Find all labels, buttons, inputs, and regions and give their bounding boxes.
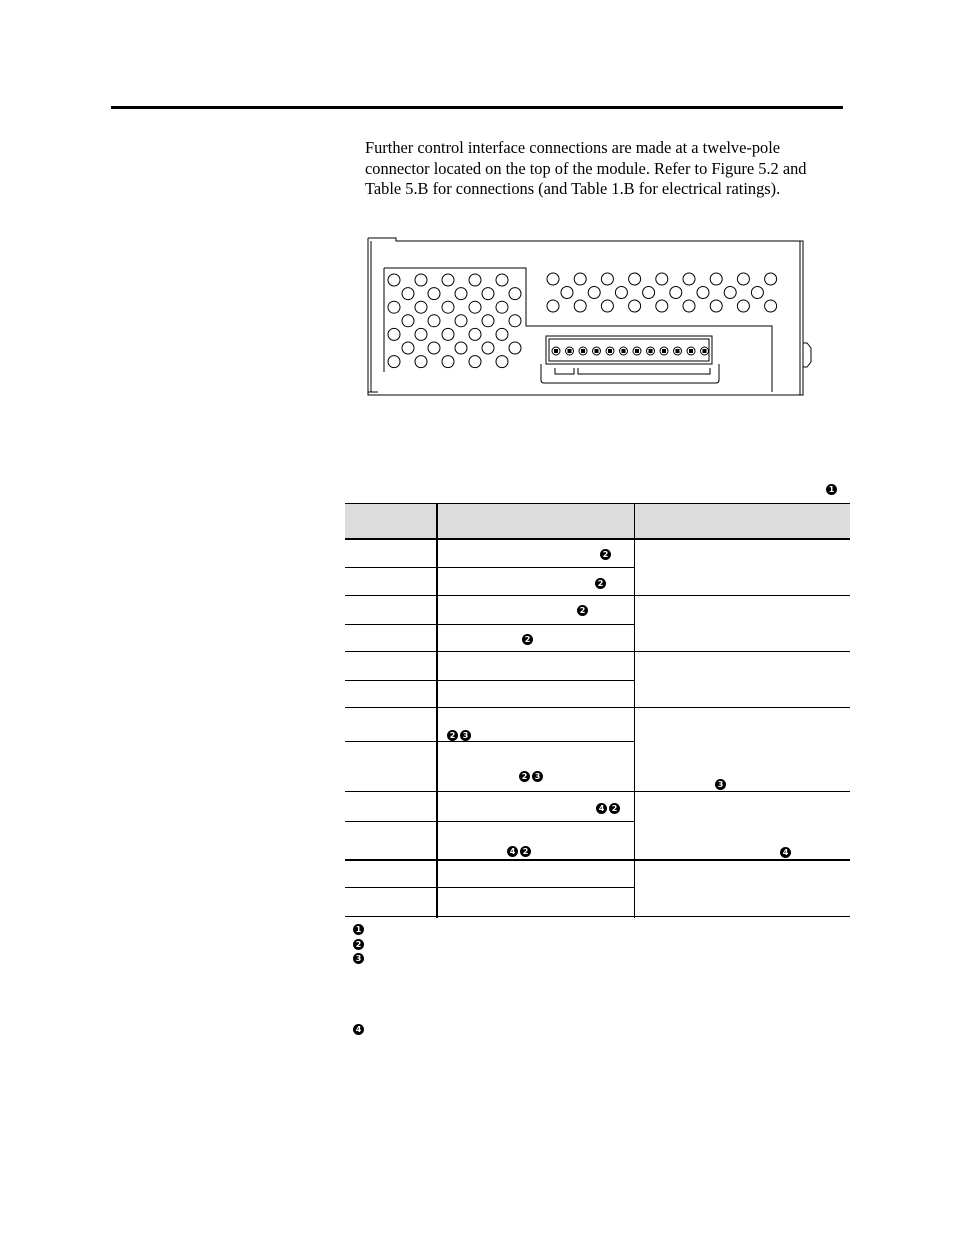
vent-holes-right bbox=[547, 273, 777, 312]
vent-hole bbox=[442, 274, 454, 286]
connection-table bbox=[345, 503, 850, 918]
terminal-6 bbox=[620, 347, 628, 355]
connector-terminals bbox=[552, 347, 709, 355]
vent-hole bbox=[509, 315, 521, 327]
terminal-5 bbox=[606, 347, 614, 355]
vent-hole bbox=[615, 287, 627, 299]
vent-hole bbox=[442, 301, 454, 313]
header-rule bbox=[111, 106, 843, 109]
row-4-marks: 2 bbox=[522, 630, 533, 648]
vent-hole bbox=[656, 300, 668, 312]
side-tab bbox=[803, 343, 811, 367]
row-2-marks: 2 bbox=[595, 574, 606, 592]
terminal-3 bbox=[579, 347, 587, 355]
vent-hole bbox=[496, 301, 508, 313]
vent-hole bbox=[415, 356, 427, 368]
vent-hole bbox=[496, 274, 508, 286]
terminal-10 bbox=[674, 347, 682, 355]
vent-hole bbox=[683, 300, 695, 312]
vent-hole bbox=[601, 300, 613, 312]
vent-hole bbox=[482, 288, 494, 300]
footnote-4-marker: 4 bbox=[353, 1020, 364, 1038]
vent-hole bbox=[765, 300, 777, 312]
terminal-2 bbox=[566, 347, 574, 355]
terminal-1 bbox=[552, 347, 560, 355]
row-10-marks: 4 2 bbox=[507, 842, 531, 860]
vent-hole bbox=[496, 356, 508, 368]
vent-hole bbox=[751, 287, 763, 299]
vent-hole bbox=[469, 328, 481, 340]
vent-hole bbox=[469, 274, 481, 286]
vent-hole bbox=[509, 342, 521, 354]
group-4-mark: 3 bbox=[715, 775, 726, 793]
vent-hole bbox=[415, 274, 427, 286]
vent-hole bbox=[442, 328, 454, 340]
terminal-9 bbox=[660, 347, 668, 355]
terminal-7 bbox=[633, 347, 641, 355]
vent-hole bbox=[724, 287, 736, 299]
vent-hole bbox=[388, 328, 400, 340]
vent-hole bbox=[629, 300, 641, 312]
vent-hole bbox=[428, 342, 440, 354]
vent-hole bbox=[737, 273, 749, 285]
vent-hole bbox=[482, 342, 494, 354]
vent-hole bbox=[710, 300, 722, 312]
vent-hole bbox=[482, 315, 494, 327]
intro-line-2: connector located on the top of the module. Refer to Figure 5.2 and bbox=[365, 158, 807, 178]
vent-hole bbox=[388, 356, 400, 368]
module-top-view-figure bbox=[362, 232, 822, 402]
vent-hole bbox=[496, 328, 508, 340]
row-8-marks: 2 3 bbox=[519, 767, 543, 785]
intro-line-3: Table 5.B for connections (and Table 1.B for electrical ratings). bbox=[365, 179, 781, 198]
vent-hole bbox=[469, 356, 481, 368]
vent-hole bbox=[388, 301, 400, 313]
vent-holes-left bbox=[388, 274, 521, 368]
vent-hole bbox=[442, 356, 454, 368]
vent-hole bbox=[415, 301, 427, 313]
vent-hole bbox=[428, 288, 440, 300]
vent-hole bbox=[737, 300, 749, 312]
vent-hole bbox=[402, 288, 414, 300]
table-header-note bbox=[826, 480, 837, 498]
group-5-mark: 4 bbox=[780, 843, 791, 861]
vent-hole bbox=[643, 287, 655, 299]
intro-line-1: Further control interface connections are made at a twelve-pole bbox=[365, 138, 781, 157]
footnote-1-marker: 1 bbox=[353, 920, 364, 938]
row-7-marks: 2 3 bbox=[447, 726, 471, 744]
vent-hole bbox=[428, 315, 440, 327]
vent-hole bbox=[455, 315, 467, 327]
row-9-marks: 4 2 bbox=[596, 799, 620, 817]
vent-hole bbox=[402, 342, 414, 354]
table-header-row bbox=[345, 503, 850, 538]
vent-hole bbox=[415, 328, 427, 340]
terminal-12 bbox=[701, 347, 709, 355]
vent-hole bbox=[601, 273, 613, 285]
vent-hole bbox=[547, 273, 559, 285]
footnote-2-marker: 2 bbox=[353, 935, 364, 953]
row-1-marks: 2 bbox=[600, 545, 611, 563]
intro-paragraph bbox=[365, 138, 845, 200]
vent-hole bbox=[561, 287, 573, 299]
note-1-marker: 1 bbox=[826, 484, 837, 495]
terminal-8 bbox=[647, 347, 655, 355]
terminal-11 bbox=[687, 347, 695, 355]
row-3-marks: 2 bbox=[577, 601, 588, 619]
vent-hole bbox=[656, 273, 668, 285]
vent-hole bbox=[629, 273, 641, 285]
terminal-4 bbox=[593, 347, 601, 355]
vent-hole bbox=[697, 287, 709, 299]
vent-hole bbox=[765, 273, 777, 285]
vent-hole bbox=[388, 274, 400, 286]
housing-outline bbox=[368, 238, 803, 395]
vent-hole bbox=[455, 342, 467, 354]
vent-hole bbox=[574, 273, 586, 285]
vent-hole bbox=[455, 288, 467, 300]
footnote-3-marker: 3 bbox=[353, 949, 364, 967]
vent-hole bbox=[710, 273, 722, 285]
vent-hole bbox=[670, 287, 682, 299]
vent-hole bbox=[683, 273, 695, 285]
vent-hole bbox=[509, 288, 521, 300]
vent-hole bbox=[469, 301, 481, 313]
vent-hole bbox=[588, 287, 600, 299]
vent-hole bbox=[574, 300, 586, 312]
vent-hole bbox=[402, 315, 414, 327]
vent-hole bbox=[547, 300, 559, 312]
